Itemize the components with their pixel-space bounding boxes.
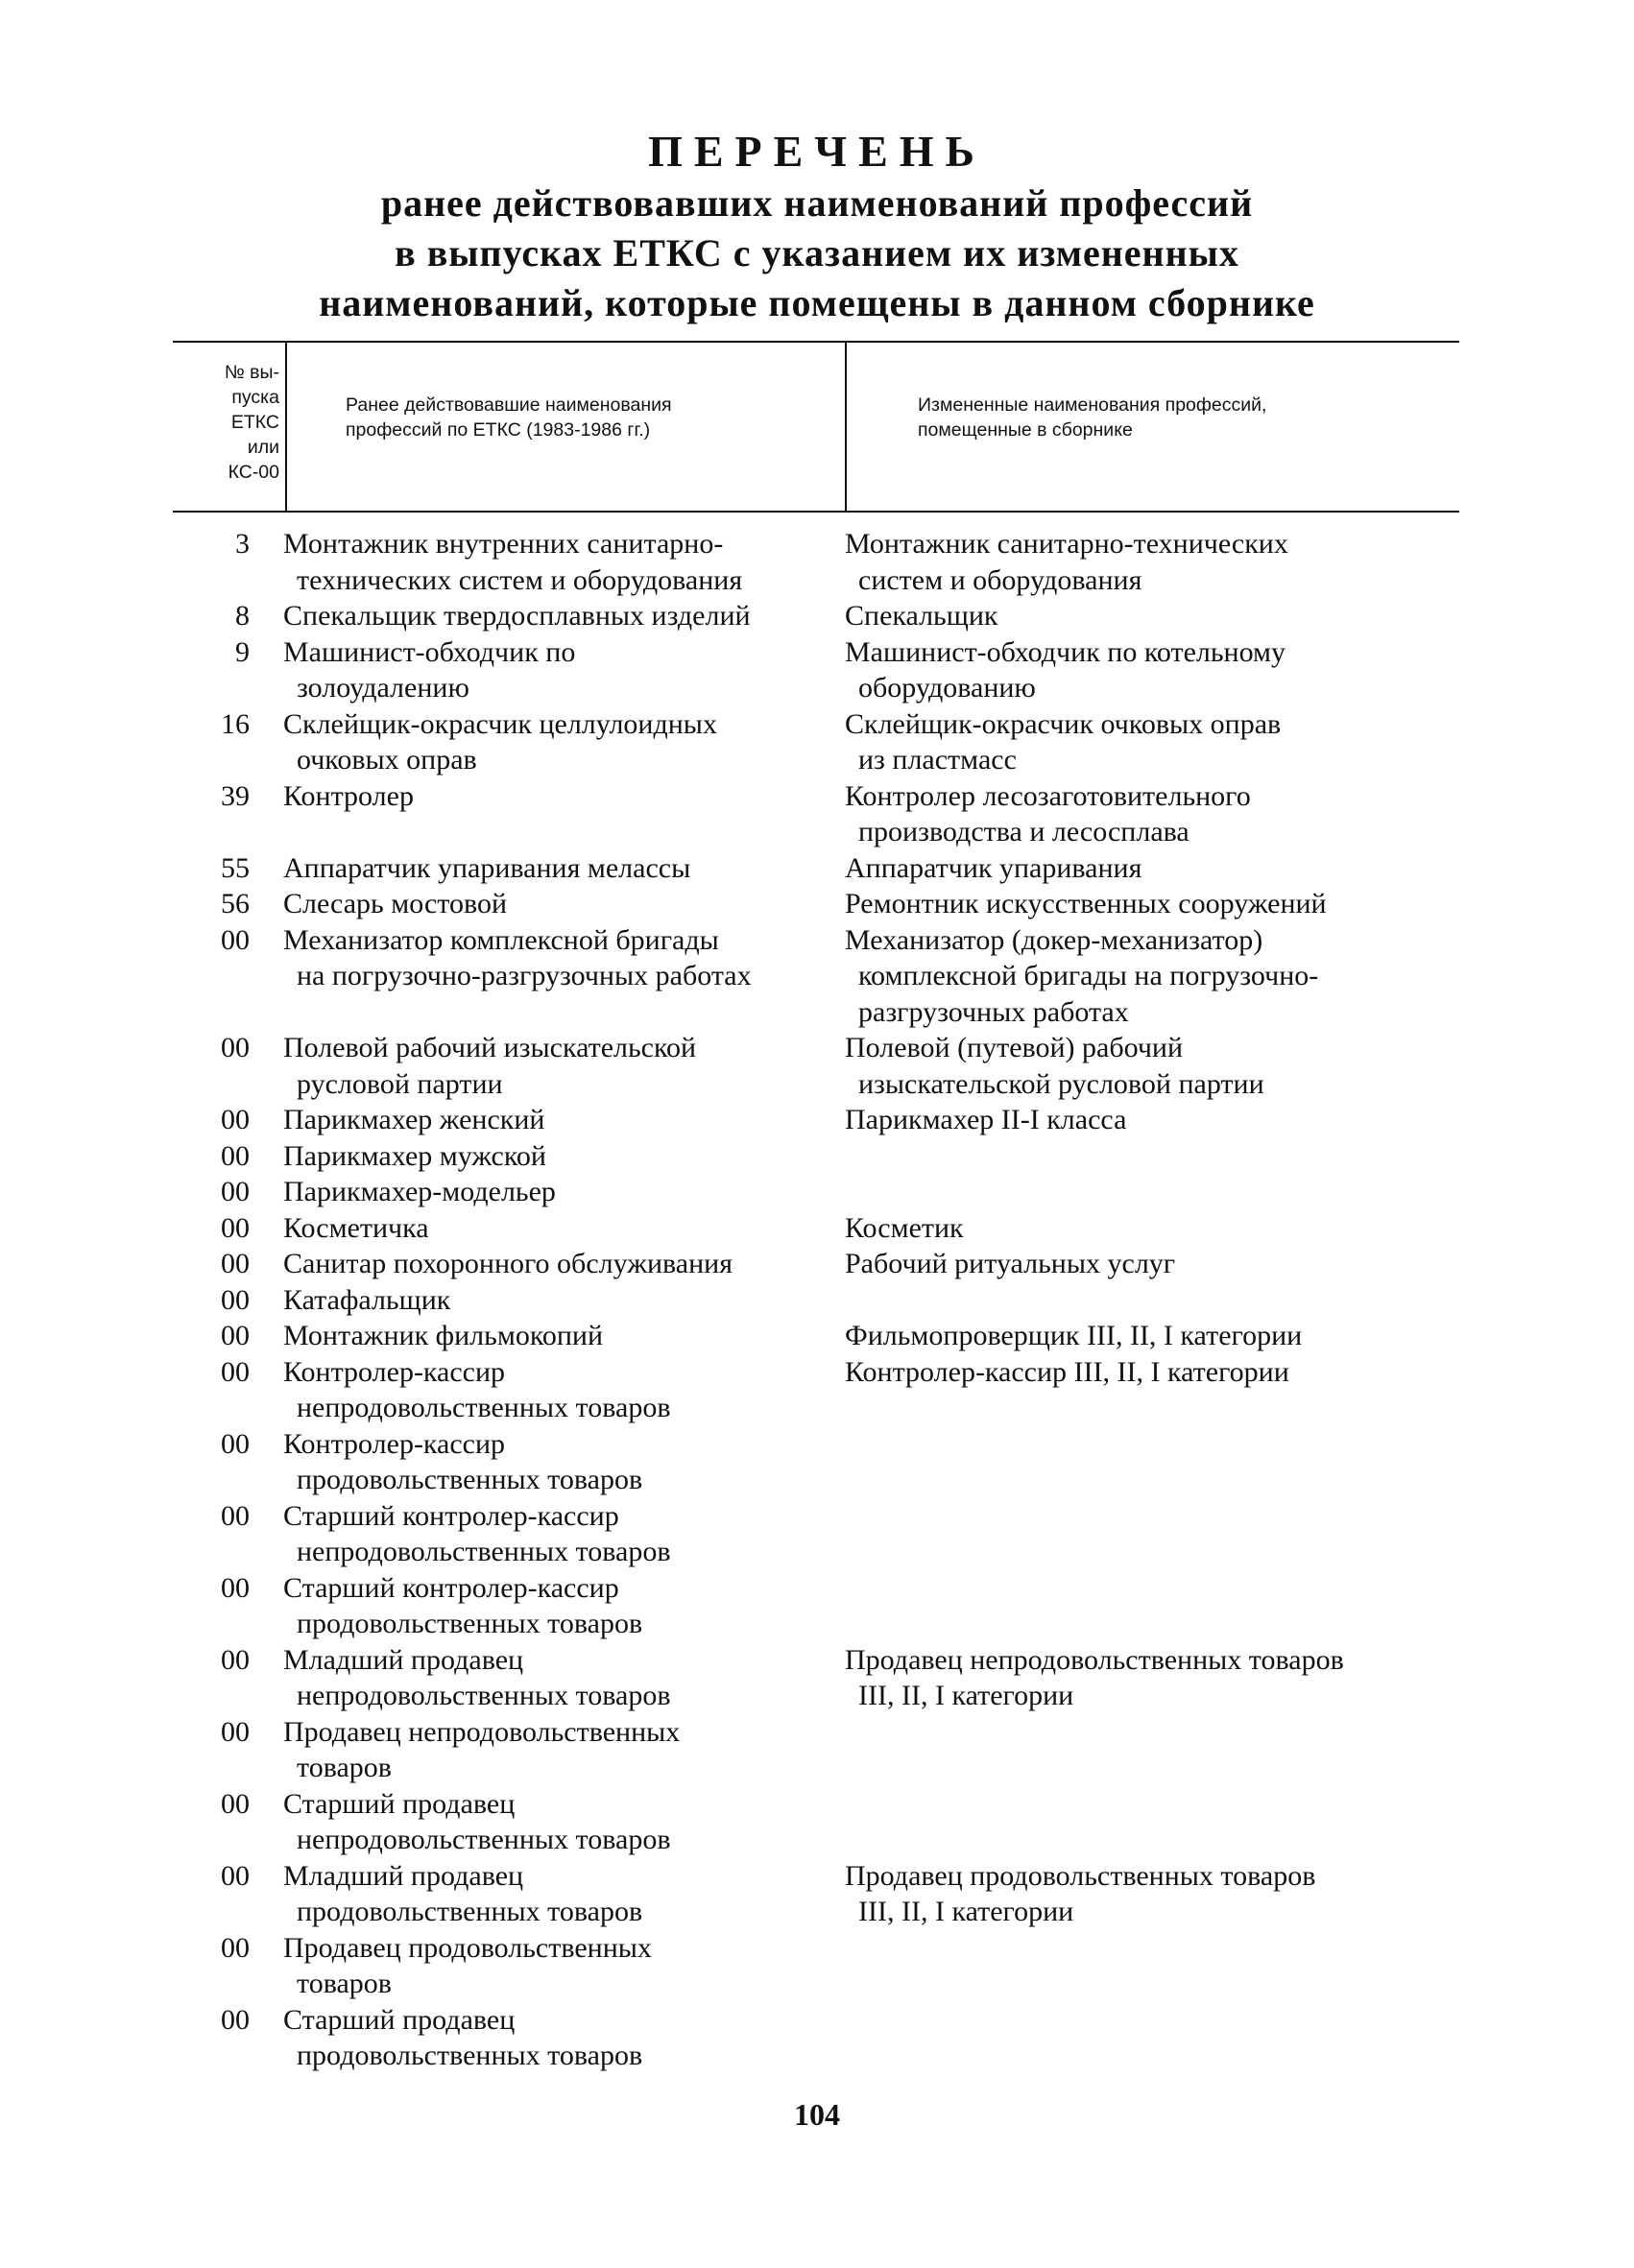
issue-number: 00	[221, 1571, 250, 1604]
old-name-line: Контролер	[283, 779, 414, 812]
old-name-line: продовольственных товаров	[297, 2040, 643, 2071]
table-row	[0, 1210, 1634, 1247]
new-name-line: III, II, I категории	[858, 1680, 1074, 1711]
new-name-line: Контролер-кассир III, II, I категории	[845, 1355, 1289, 1388]
header-issue-line: или	[247, 437, 279, 458]
issue-number: 8	[235, 600, 250, 632]
title-line-3: наименований, которые помещены в данном сборнике	[319, 281, 1315, 324]
old-profession-name	[283, 1354, 850, 1426]
issue-number: 00	[221, 1787, 250, 1820]
old-name-line: Склейщик-окрасчик целлулоидных	[283, 707, 717, 740]
old-name-line: Парикмахер мужской	[283, 1139, 546, 1172]
new-name-line: III, II, I категории	[858, 1896, 1074, 1927]
new-profession-name	[845, 850, 1459, 887]
old-name-line: Парикмахер женский	[283, 1104, 545, 1135]
new-name-line: комплексной бригады на погрузочно-	[858, 960, 1319, 991]
old-name-line: Спекальщик твердосплавных изделий	[283, 600, 751, 632]
old-name-line: Слесарь мостовой	[283, 888, 507, 919]
old-name-line: непродовольственных товаров	[297, 1680, 671, 1711]
header-divider	[285, 343, 287, 511]
table-row	[0, 1138, 1634, 1175]
table-row	[0, 598, 1634, 634]
table-row	[0, 1282, 1634, 1319]
header-issue-line: КС-00	[228, 462, 279, 483]
issue-number: 00	[221, 923, 250, 956]
old-name-line: Монтажник внутренних санитарно-	[283, 528, 724, 560]
old-name-line: Старший контролер-кассир	[283, 1499, 619, 1532]
new-name-line: Спекальщик	[845, 600, 998, 632]
new-profession-name	[845, 706, 1459, 778]
old-profession-name	[283, 634, 850, 706]
table-header	[173, 341, 1459, 513]
header-new-line: помещенные в сборнике	[918, 419, 1133, 441]
old-profession-name	[283, 1030, 850, 1102]
new-profession-name	[845, 778, 1459, 850]
old-profession-name	[283, 1642, 850, 1714]
old-name-line: Старший контролер-кассир	[283, 1571, 619, 1604]
issue-number: 9	[235, 635, 250, 668]
new-name-line: Рабочий ритуальных услуг	[845, 1248, 1176, 1279]
header-issue-line: ЕТКС	[230, 412, 279, 433]
table-row	[0, 1030, 1634, 1102]
old-profession-name	[283, 1210, 850, 1247]
old-name-line: Продавец продовольственных	[283, 1931, 652, 1964]
old-name-line: непродовольственных товаров	[297, 1824, 671, 1855]
issue-number: 00	[221, 2003, 250, 2036]
new-profession-name	[845, 1354, 1459, 1391]
old-name-line: технических систем и оборудования	[297, 563, 743, 596]
new-name-line: Продавец непродовольственных товаров	[845, 1643, 1344, 1676]
old-name-line: Полевой рабочий изыскательской	[283, 1032, 697, 1063]
old-name-line: продовольственных товаров	[297, 1896, 643, 1927]
new-profession-name	[845, 1642, 1459, 1714]
issue-number: 00	[221, 1859, 250, 1892]
table-row	[0, 1714, 1634, 1786]
issue-number: 00	[221, 1320, 250, 1351]
new-name-line: Монтажник санитарно-технических	[845, 528, 1288, 560]
header-old-line: профессий по ЕТКС (1983-1986 гг.)	[346, 419, 651, 441]
new-name-line: Машинист-обходчик по котельному	[845, 635, 1286, 668]
old-profession-name	[283, 1498, 850, 1570]
table-row	[0, 634, 1634, 706]
issue-number: 00	[221, 1248, 250, 1279]
new-profession-name	[845, 526, 1459, 598]
old-name-line: товаров	[297, 1968, 392, 1999]
new-profession-name	[845, 922, 1459, 1031]
new-profession-name	[845, 1030, 1459, 1102]
new-profession-name	[845, 634, 1459, 706]
issue-number: 00	[221, 1104, 250, 1135]
old-name-line: на погрузочно-разгрузочных работах	[297, 960, 752, 991]
old-name-line: Старший продавец	[283, 2003, 516, 2036]
old-profession-name	[283, 1786, 850, 1858]
table-row	[0, 1354, 1634, 1426]
new-name-line: Аппаратчик упаривания	[845, 851, 1142, 884]
table-row	[0, 850, 1634, 887]
new-name-line: Склейщик-окрасчик очковых оправ	[845, 707, 1282, 740]
table-row	[0, 1498, 1634, 1570]
issue-number: 00	[221, 1283, 250, 1316]
table-row	[0, 922, 1634, 1031]
old-profession-name	[283, 1102, 850, 1138]
header-divider	[845, 343, 847, 511]
new-name-line: Косметик	[845, 1211, 964, 1244]
old-profession-name	[283, 598, 850, 634]
old-name-line: Механизатор комплексной бригады	[283, 923, 719, 956]
table-row	[0, 1570, 1634, 1642]
new-profession-name	[845, 1858, 1459, 1930]
page-number: 104	[794, 2097, 840, 2132]
new-name-line: Контролер лесозаготовительного	[845, 779, 1251, 812]
old-profession-name	[283, 706, 850, 778]
header-issue-number	[173, 343, 283, 511]
old-name-line: русловой партии	[297, 1067, 503, 1100]
table-row	[0, 706, 1634, 778]
old-profession-name	[283, 1858, 850, 1930]
old-name-line: Косметичка	[283, 1211, 429, 1244]
old-name-line: Монтажник фильмокопий	[283, 1320, 604, 1351]
new-name-line: Полевой (путевой) рабочий	[845, 1032, 1184, 1063]
table-row	[0, 1858, 1634, 1930]
old-profession-name	[283, 1174, 850, 1210]
old-profession-name	[283, 1246, 850, 1282]
new-profession-name	[845, 1318, 1459, 1354]
old-name-line: продовольственных товаров	[297, 1464, 643, 1495]
old-profession-name	[283, 1138, 850, 1175]
table-row	[0, 1174, 1634, 1210]
issue-number: 00	[221, 1211, 250, 1244]
title-block	[0, 125, 1634, 328]
title-line-1: ранее действовавших наименований профессий	[380, 181, 1254, 225]
old-name-line: Контролер-кассир	[283, 1427, 506, 1460]
new-name-line: производства и лесосплава	[858, 816, 1189, 848]
header-issue-line: пуска	[231, 387, 279, 408]
old-profession-name	[283, 1930, 850, 2002]
table-row	[0, 778, 1634, 850]
new-name-line: Парикмахер II-I класса	[845, 1104, 1127, 1135]
issue-number: 56	[221, 888, 250, 919]
old-profession-name	[283, 1570, 850, 1642]
new-profession-name	[845, 1246, 1459, 1282]
old-profession-name	[283, 2002, 850, 2074]
new-name-line: разгрузочных работах	[858, 995, 1129, 1028]
issue-number: 39	[221, 779, 250, 812]
new-name-line: Фильмопроверщик III, II, I категории	[845, 1320, 1303, 1351]
old-name-line: Младший продавец	[283, 1643, 524, 1676]
table-row	[0, 1318, 1634, 1354]
title-line-2: в выпусках ЕТКС с указанием их измененных	[395, 231, 1239, 275]
new-name-line: изыскательской русловой партии	[858, 1067, 1264, 1100]
old-name-line: непродовольственных товаров	[297, 1392, 671, 1423]
table-row	[0, 886, 1634, 922]
title-main: ПЕРЕЧЕНЬ	[648, 127, 986, 176]
new-profession-name	[845, 886, 1459, 922]
table-row	[0, 1246, 1634, 1282]
table-row	[0, 1930, 1634, 2002]
table-row	[0, 1786, 1634, 1858]
header-issue-line: № вы-	[224, 362, 279, 383]
issue-number: 55	[221, 851, 250, 884]
table-row	[0, 526, 1634, 598]
table-row	[0, 1426, 1634, 1498]
table-body	[0, 526, 1634, 2074]
old-profession-name	[283, 850, 850, 887]
new-profession-name	[845, 1102, 1459, 1138]
issue-number: 00	[221, 1715, 250, 1748]
old-profession-name	[283, 1426, 850, 1498]
old-name-line: продовольственных товаров	[297, 1608, 643, 1639]
old-profession-name	[283, 1318, 850, 1354]
issue-number: 00	[221, 1643, 250, 1676]
old-name-line: Младший продавец	[283, 1859, 524, 1892]
new-name-line: систем и оборудования	[858, 563, 1142, 596]
table-row	[0, 1102, 1634, 1138]
old-name-line: Аппаратчик упаривания мелассы	[283, 851, 691, 884]
new-name-line: Механизатор (докер-механизатор)	[845, 923, 1263, 956]
old-profession-name	[283, 1714, 850, 1786]
old-name-line: Парикмахер-модельер	[283, 1176, 556, 1207]
old-name-line: непродовольственных товаров	[297, 1536, 671, 1567]
issue-number: 00	[221, 1427, 250, 1460]
issue-number: 00	[221, 1355, 250, 1388]
issue-number: 00	[221, 1176, 250, 1207]
old-name-line: Контролер-кассир	[283, 1355, 506, 1388]
old-name-line: Катафальщик	[283, 1283, 451, 1316]
old-profession-name	[283, 778, 850, 815]
old-profession-name	[283, 886, 850, 922]
old-name-line: золоудалению	[297, 672, 469, 704]
old-name-line: очковых оправ	[297, 744, 477, 776]
issue-number: 00	[221, 1499, 250, 1532]
issue-number: 16	[221, 707, 250, 740]
old-name-line: Машинист-обходчик по	[283, 635, 576, 668]
issue-number: 00	[221, 1139, 250, 1172]
new-profession-name	[845, 598, 1459, 634]
issue-number: 00	[221, 1032, 250, 1063]
new-name-line: Продавец продовольственных товаров	[845, 1859, 1316, 1892]
old-name-line: Старший продавец	[283, 1787, 516, 1820]
table-row	[0, 1642, 1634, 1714]
issue-number: 3	[235, 528, 250, 560]
issue-number: 00	[221, 1931, 250, 1964]
header-old-line: Ранее действовавшие наименования	[346, 394, 672, 416]
new-name-line: Ремонтник искусственных сооружений	[845, 888, 1327, 919]
table-row	[0, 2002, 1634, 2074]
new-profession-name	[845, 1210, 1459, 1247]
old-profession-name	[283, 526, 850, 598]
new-name-line: из пластмасс	[858, 744, 1017, 776]
new-name-line: оборудованию	[858, 672, 1036, 704]
old-profession-name	[283, 1282, 850, 1319]
old-name-line: Санитар похоронного обслуживания	[283, 1248, 733, 1279]
header-new-line: Измененные наименования профессий,	[918, 394, 1267, 416]
old-name-line: товаров	[297, 1752, 392, 1783]
old-profession-name	[283, 922, 850, 994]
old-name-line: Продавец непродовольственных	[283, 1715, 681, 1748]
